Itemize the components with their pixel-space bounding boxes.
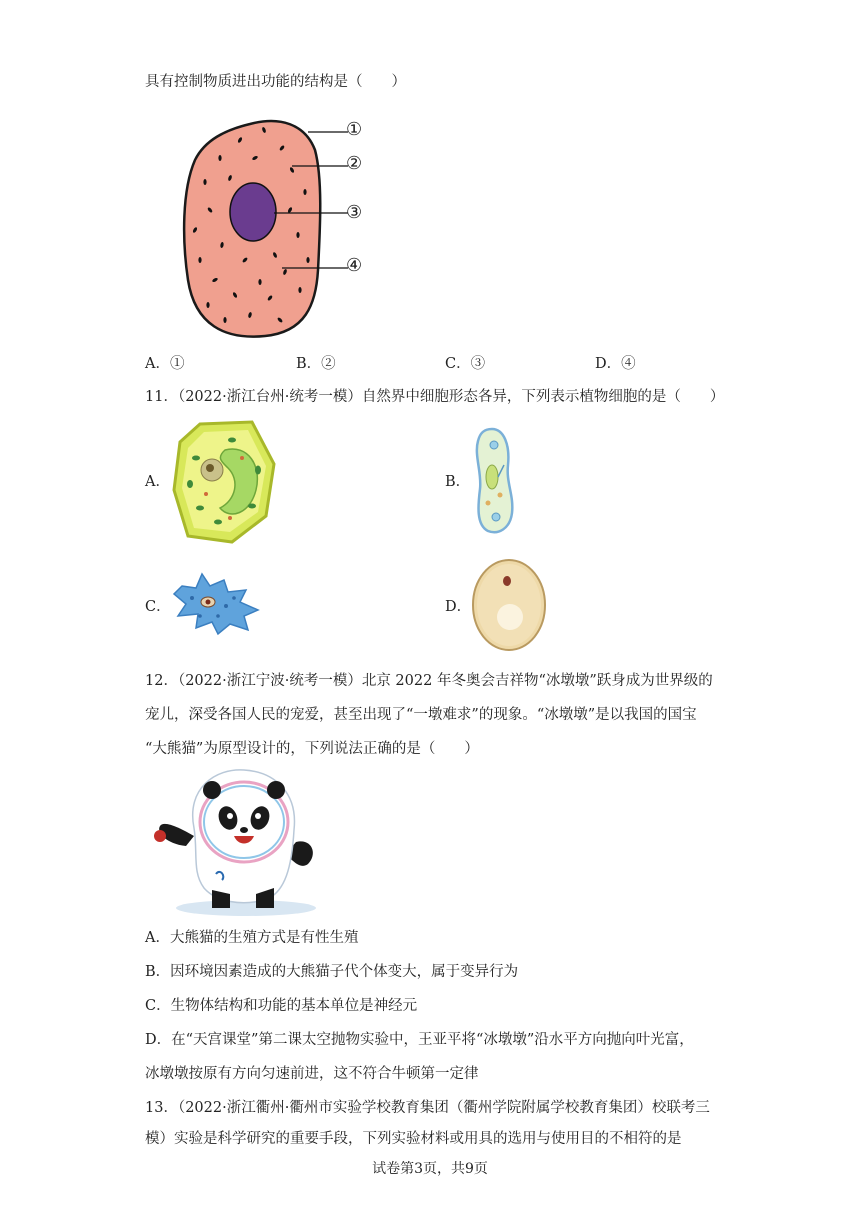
q13-stem-line-1: 13．（2022·浙江衢州·衢州市实验学校教育集团（衢州学院附属学校教育集团）校联考三 bbox=[145, 1100, 710, 1116]
page-footer: 试卷第3页，共9页 bbox=[372, 1161, 488, 1177]
q10-option-c: C．③ bbox=[445, 356, 486, 372]
q10-stem: 具有控制物质进出功能的结构是（ ） bbox=[145, 74, 406, 90]
yeast-cell-image bbox=[470, 557, 548, 653]
bing-dwen-dwen-image bbox=[146, 768, 326, 918]
q10-option-a: A．① bbox=[145, 356, 185, 372]
paramecium-image bbox=[470, 425, 518, 537]
q12-stem-line-3: “大熊猫”为原型设计的，下列说法正确的是（ ） bbox=[145, 741, 479, 757]
q11-option-d: D． bbox=[445, 599, 472, 615]
q11-option-a: A． bbox=[145, 474, 170, 490]
label-2: ② bbox=[346, 153, 363, 174]
q10-option-d: D．④ bbox=[595, 356, 636, 372]
plant-cell-image bbox=[170, 418, 280, 546]
q12-option-a: A．大熊猫的生殖方式是有性生殖 bbox=[145, 930, 359, 946]
q13-stem-line-2: 模）实验是科学研究的重要手段，下列实验材料或用具的选用与使用目的不相符的是 bbox=[145, 1131, 682, 1147]
q11-option-b: B． bbox=[445, 474, 471, 490]
q12-option-c: C．生物体结构和功能的基本单位是神经元 bbox=[145, 998, 418, 1014]
q12-option-b: B．因环境因素造成的大熊猫子代个体变大，属于变异行为 bbox=[145, 964, 519, 980]
q10-option-b: B．② bbox=[296, 356, 336, 372]
q12-option-d: D．在“天宫课堂”第二课太空抛物实验中，王亚平将“冰墩墩”沿水平方向抛向叶光富， bbox=[145, 1032, 694, 1048]
q12-stem-line-1: 12．（2022·浙江宁波·统考一模）北京 2022 年冬奥会吉祥物“冰墩墩”跃身成为世界级的 bbox=[145, 673, 713, 689]
q11-stem: 11．（2022·浙江台州·统考一模）自然界中细胞形态各异，下列表示植物细胞的是（ ） bbox=[145, 389, 725, 405]
amoeba-image bbox=[168, 570, 264, 636]
label-1: ① bbox=[346, 119, 363, 140]
q12-stem-line-2: 宠儿，深受各国人民的宠爱，甚至出现了“一墩难求”的现象。“冰墩墩”是以我国的国宝 bbox=[145, 707, 697, 723]
label-3: ③ bbox=[346, 202, 363, 223]
cell-nucleus bbox=[230, 183, 276, 241]
label-4: ④ bbox=[346, 255, 363, 276]
q11-option-c: C． bbox=[145, 599, 171, 615]
animal-cell-diagram bbox=[180, 110, 380, 345]
q12-option-d-cont: 冰墩墩按原有方向匀速前进，这不符合牛顿第一定律 bbox=[145, 1066, 479, 1082]
